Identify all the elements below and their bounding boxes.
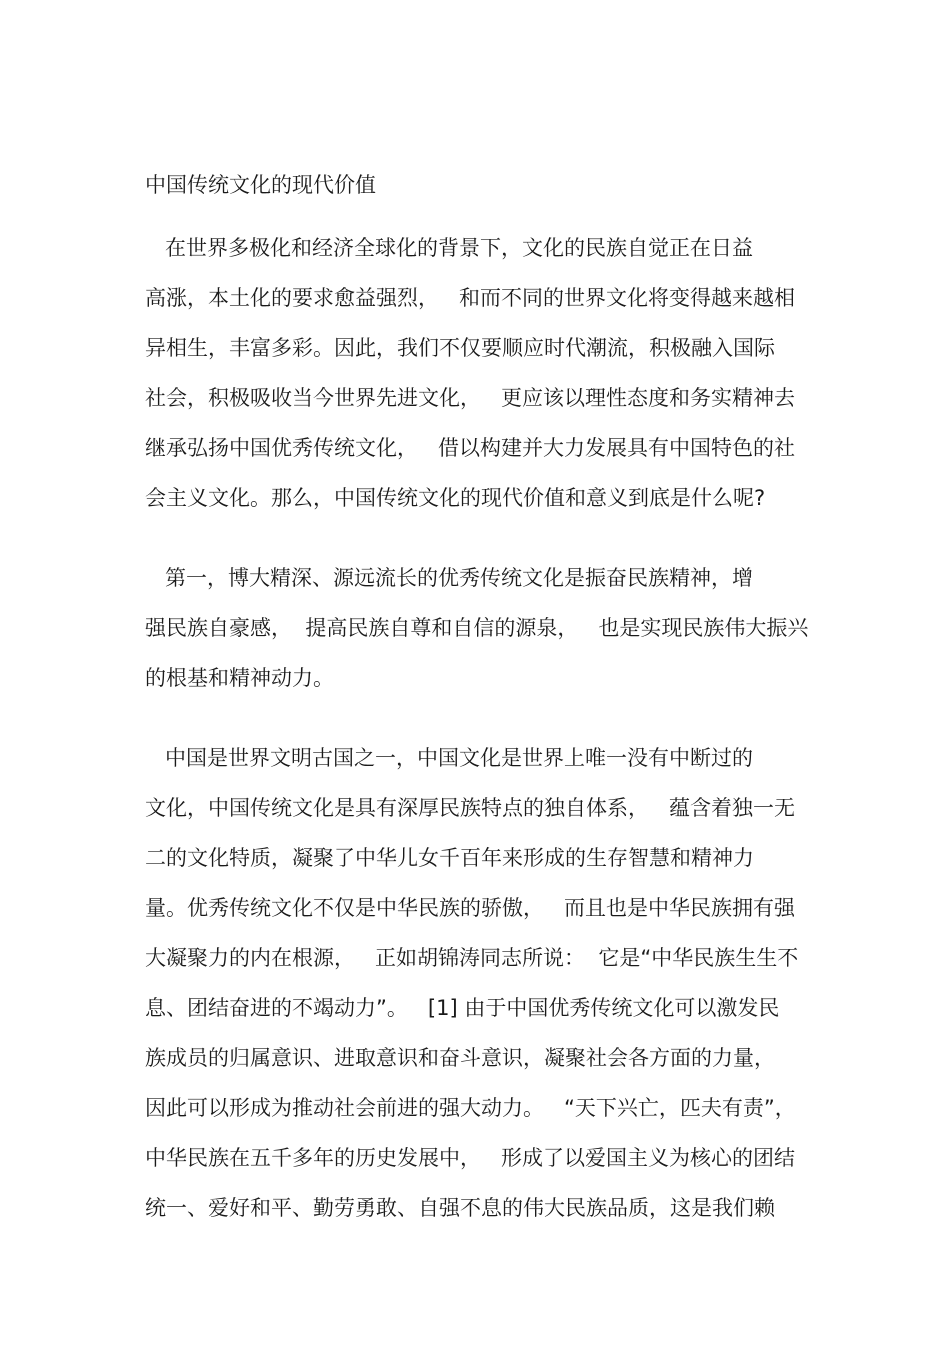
- paragraph-2-line-1: 第一，博大精深、源远流长的优秀传统文化是振奋民族精神，增: [145, 566, 754, 590]
- paragraph-2-line-2: 强民族自豪感， 提高民族自尊和自信的源泉， 也是实现民族伟大振兴: [145, 616, 809, 640]
- paragraph-3-line-3: 二的文化特质，凝聚了中华儿女千百年来形成的生存智慧和精神力: [145, 846, 754, 870]
- paragraph-3-line-1: 中国是世界文明古国之一，中国文化是世界上唯一没有中断过的: [145, 746, 754, 770]
- paragraph-2-line-3: 的根基和精神动力。: [145, 666, 334, 690]
- paragraph-1-line-5: 继承弘扬中国优秀传统文化， 借以构建并大力发展具有中国特色的社: [145, 436, 796, 460]
- paragraph-1-line-6: 会主义文化。那么，中国传统文化的现代价值和意义到底是什么呢?: [145, 486, 766, 510]
- paragraph-3-line-2: 文化，中国传统文化是具有深厚民族特点的独自体系， 蕴含着独一无: [145, 796, 796, 820]
- paragraph-1-line-4: 社会，积极吸收当今世界先进文化， 更应该以理性态度和务实精神去: [145, 386, 796, 410]
- paragraph-1-line-3: 异相生，丰富多彩。因此，我们不仅要顺应时代潮流，积极融入国际: [145, 336, 775, 360]
- paragraph-1-line-2: 高涨，本土化的要求愈益强烈， 和而不同的世界文化将变得越来越相: [145, 286, 796, 310]
- paragraph-1-line-1: 在世界多极化和经济全球化的背景下，文化的民族自觉正在日益: [145, 236, 754, 260]
- document-title: 中国传统文化的现代价值: [145, 173, 376, 197]
- paragraph-3-line-4: 量。优秀传统文化不仅是中华民族的骄傲， 而且也是中华民族拥有强: [145, 896, 796, 920]
- paragraph-3-line-10: 统一、爱好和平、勤劳勇敢、自强不息的伟大民族品质，这是我们赖: [145, 1196, 775, 1220]
- paragraph-3-line-9: 中华民族在五千多年的历史发展中， 形成了以爱国主义为核心的团结: [145, 1146, 796, 1170]
- paragraph-3-line-5: 大凝聚力的内在根源， 正如胡锦涛同志所说： 它是“中华民族生生不: [145, 946, 799, 970]
- paragraph-3-line-6: 息、团结奋进的不竭动力”。 [1] 由于中国优秀传统文化可以激发民: [145, 996, 780, 1020]
- paragraph-3-line-8: 因此可以形成为推动社会前进的强大动力。 “天下兴亡，匹夫有责”，: [145, 1096, 796, 1120]
- paragraph-3-line-7: 族成员的归属意识、进取意识和奋斗意识，凝聚社会各方面的力量，: [145, 1046, 775, 1070]
